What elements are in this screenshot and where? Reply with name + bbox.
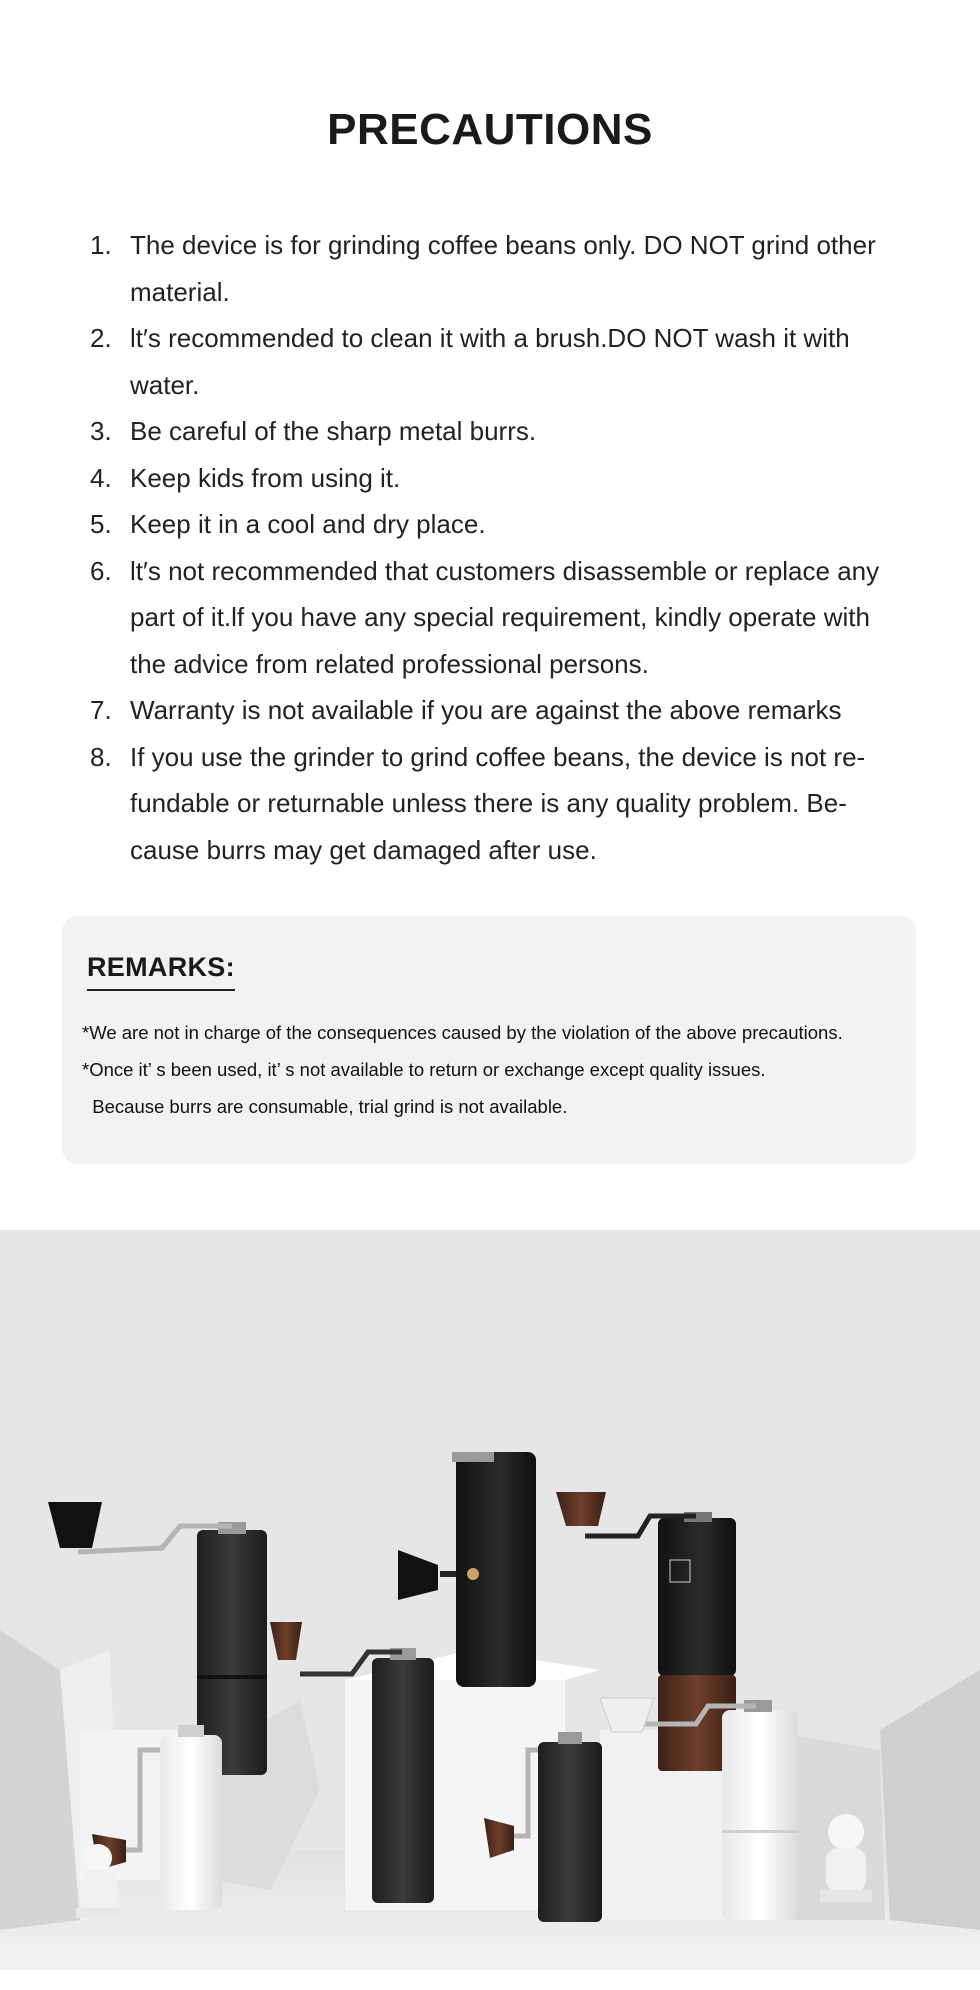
list-item: [90, 455, 900, 502]
remarks-title: REMARKS:: [87, 952, 235, 991]
page-title: PRECAUTIONS: [327, 105, 653, 154]
item-number: 8.: [90, 741, 112, 772]
item-number: 1.: [90, 230, 112, 260]
item-text: If you use the grinder to grind coffee beans, the device is not re-fundable or returnable unless there is any quality problem. Be-cause burrs may get damaged after use.: [130, 741, 866, 865]
item-text: lt′s recommended to clean it with a brush.DO NOT wash it with water.: [130, 323, 850, 400]
list-item: [90, 734, 900, 874]
list-item: [90, 222, 900, 315]
item-number: 7.: [90, 695, 112, 725]
list-item: [90, 501, 900, 548]
list-item: [90, 548, 900, 688]
item-text: Be careful of the sharp metal burrs.: [130, 416, 537, 446]
list-item: [90, 315, 900, 408]
list-item: [90, 687, 900, 734]
remarks-line: *We are not in charge of the consequences caused by the violation of the above precautions.: [82, 1022, 843, 1043]
item-number: 5.: [90, 509, 112, 539]
remarks-line: Because burrs are consumable, trial grind is not available.: [82, 1096, 568, 1117]
item-text: lt′s not recommended that customers disassemble or replace any part of it.lf you have any special requirement, kindly operate with the advice from related professional persons.: [130, 555, 880, 679]
item-number: 4.: [90, 462, 112, 493]
remarks-text: [82, 1014, 912, 1125]
list-item: [90, 408, 900, 455]
item-text: Keep kids from using it.: [130, 462, 401, 493]
remarks-box: [62, 916, 916, 1164]
item-number: 6.: [90, 555, 112, 586]
precautions-list: [90, 222, 900, 873]
coffee-grinder-product-photo-icon: [0, 1230, 980, 1970]
product-photo: [0, 1230, 980, 1970]
item-text: Keep it in a cool and dry place.: [130, 509, 486, 539]
remarks-line: *Once it’ s been used, it’ s not available to return or exchange except quality issues.: [82, 1059, 766, 1080]
item-number: 3.: [90, 416, 112, 446]
item-text: Warranty is not available if you are against the above remarks: [130, 695, 842, 725]
item-text: The device is for grinding coffee beans only. DO NOT grind other material.: [130, 230, 876, 307]
item-number: 2.: [90, 323, 112, 353]
